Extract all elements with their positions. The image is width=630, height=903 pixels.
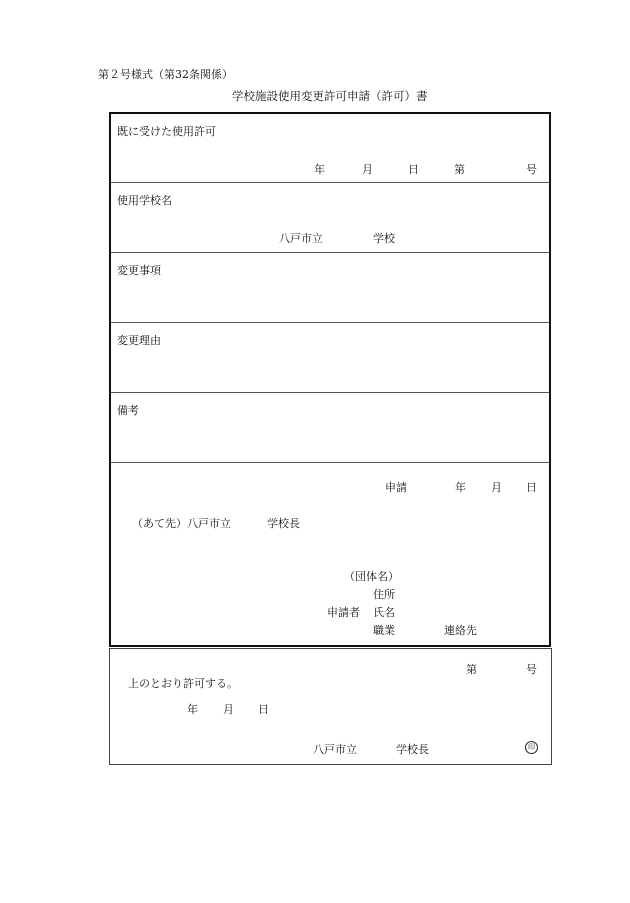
- approval-city: 八戸市立: [313, 743, 357, 756]
- name-label: 氏名: [373, 606, 395, 619]
- approval-statement: 上のとおり許可する。: [128, 677, 238, 690]
- group-name-label: （団体名）: [344, 570, 399, 583]
- school-name-row: [111, 183, 549, 253]
- seal-icon: 印: [525, 741, 538, 754]
- approval-day: 日: [258, 703, 269, 716]
- school-city: 八戸市立: [279, 232, 323, 245]
- change-items-label: 変更事項: [117, 264, 161, 277]
- approval-year: 年: [187, 703, 198, 716]
- contact-label: 連絡先: [444, 624, 477, 637]
- approval-principal: 学校長: [396, 743, 429, 756]
- application-form: [109, 112, 551, 647]
- prior-permit-label: 既に受けた使用許可: [117, 125, 216, 138]
- prior-permit-month: 月: [362, 163, 373, 176]
- prior-permit-row: [111, 114, 549, 183]
- approval-go: 号: [526, 663, 537, 676]
- change-items-row: [111, 253, 549, 323]
- occupation-label: 職業: [373, 624, 395, 637]
- application-row: [111, 463, 549, 645]
- applicant-label: 申請者: [327, 606, 360, 619]
- prior-permit-year: 年: [314, 163, 325, 176]
- approval-section: [109, 648, 552, 765]
- apply-day: 日: [526, 481, 537, 494]
- school-name-label: 使用学校名: [117, 194, 172, 207]
- document-title: 学校施設使用変更許可申請（許可）書: [232, 89, 428, 103]
- approval-month: 月: [223, 703, 234, 716]
- prior-permit-dai: 第: [454, 163, 465, 176]
- apply-year: 年: [455, 481, 466, 494]
- approval-dai: 第: [466, 663, 477, 676]
- school-suffix: 学校: [373, 232, 395, 245]
- remarks-row: [111, 393, 549, 463]
- form-number: 第２号様式（第32条関係）: [98, 68, 233, 81]
- change-reason-row: [111, 323, 549, 393]
- addressee-principal: 学校長: [267, 517, 300, 530]
- prior-permit-go: 号: [526, 163, 537, 176]
- change-reason-label: 変更理由: [117, 334, 161, 347]
- remarks-label: 備考: [117, 404, 139, 417]
- prior-permit-day: 日: [408, 163, 419, 176]
- apply-month: 月: [491, 481, 502, 494]
- apply-label: 申請: [385, 481, 407, 494]
- address-label: 住所: [373, 588, 395, 601]
- addressee-prefix: （あて先）八戸市立: [132, 517, 231, 530]
